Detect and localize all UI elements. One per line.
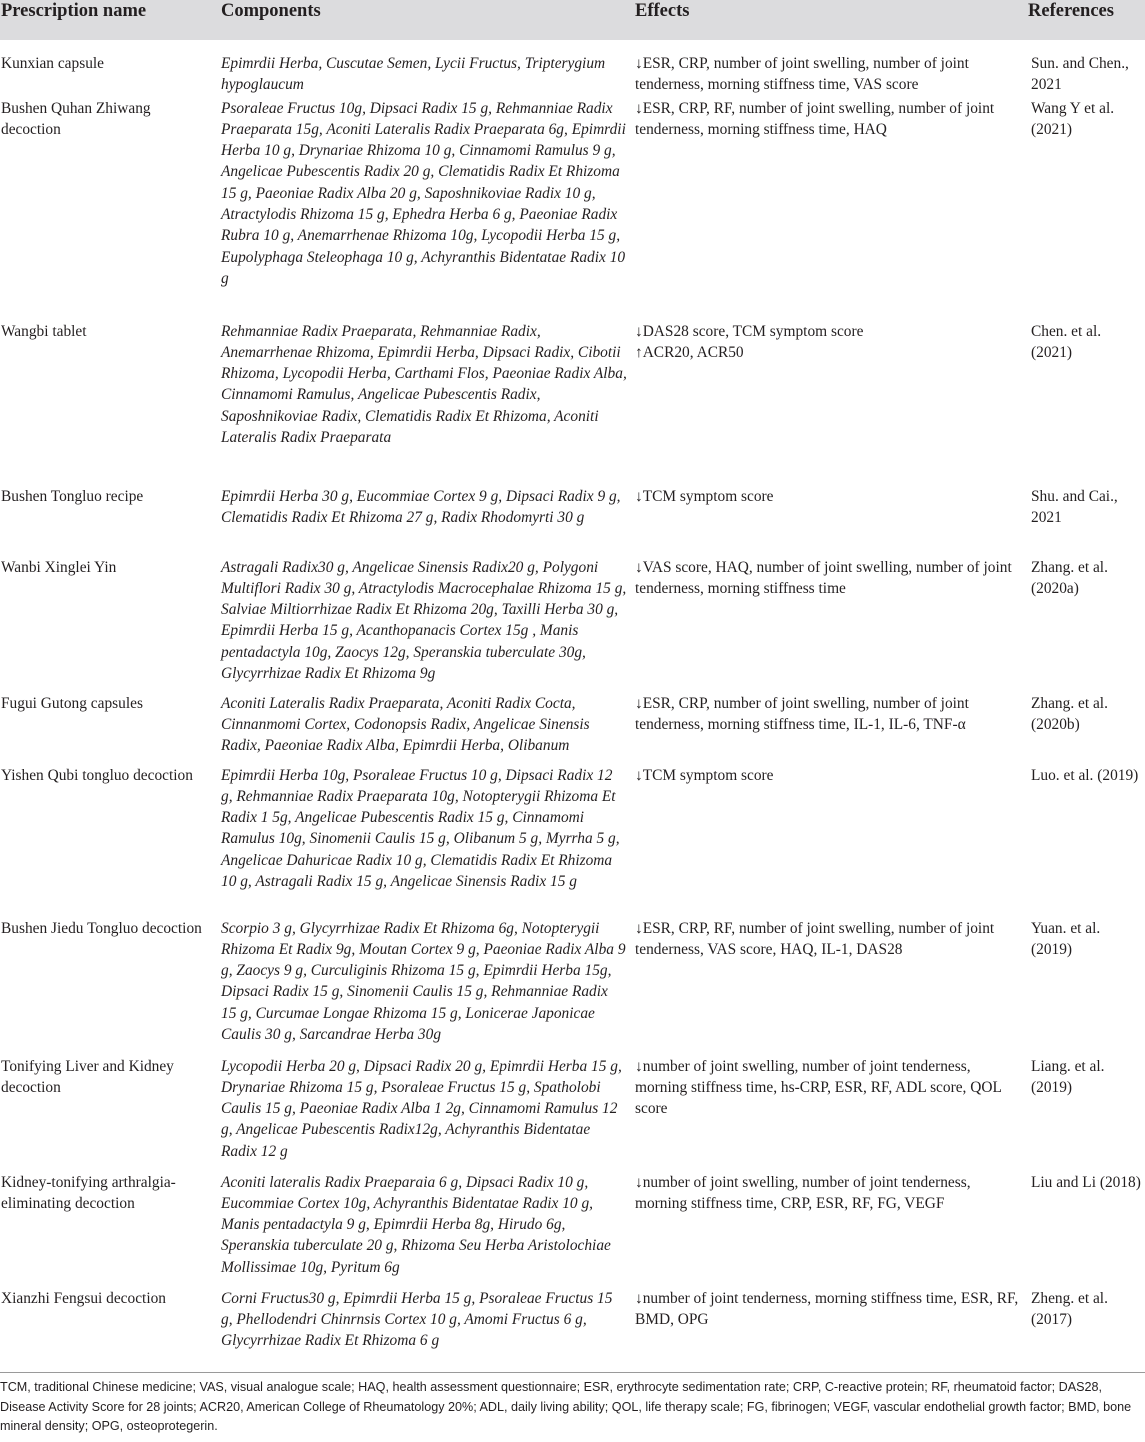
effects-cell: ↓DAS28 score, TCM symptom score ↑ACR20, ACR50 xyxy=(635,322,864,361)
reference-cell: Sun. and Chen., 2021 xyxy=(1031,55,1129,94)
prescription-name-cell: Wangbi tablet xyxy=(1,322,87,340)
effects-cell: ↓TCM symptom score xyxy=(635,766,774,784)
table-row xyxy=(0,1169,1145,1285)
column-header-effects: Effects xyxy=(635,0,1031,40)
reference-cell: Liu and Li (2018) xyxy=(1031,1173,1141,1191)
table-body xyxy=(0,40,1145,1360)
table-row xyxy=(0,690,1145,762)
effects-cell: ↓number of joint tenderness, morning stiffness time, ESR, RF, BMD, OPG xyxy=(635,1289,1019,1328)
prescription-name-cell: Wanbi Xinglei Yin xyxy=(1,558,117,576)
components-cell: Epimrdii Herba 10g, Psoraleae Fructus 10 g, Dipsaci Radix 12 g, Rehmanniae Radix Praeparata 10g, Notopterygii Rhizoma Et Radix 1 5g, Angelicae Pubescentis Radix 15 g, Cinnamomi Ramulus 10g, Sinomenii Caulis 15 g, Olibanum 5 g, Myrrha 5 g, Angelicae Dahuricae Radix 10 g, Clematidis Radix Et Rhizoma 10 g, Astragali Radix 15 g, Angelicae Sinensis Radix 15 g xyxy=(221,766,620,891)
prescription-name-cell: Bushen Quhan Zhiwang decoction xyxy=(1,99,151,138)
table-row xyxy=(0,554,1145,690)
table-footnote: TCM, traditional Chinese medicine; VAS, visual analogue scale; HAQ, health assessment questionnaire; ESR, erythrocyte sedimentation rate; CRP, C-reactive protein; RF, rheumatoid factor; DAS28, Disease Activity Score for 28 joints; ACR20, American College of Rheumatology 20%; ADL, daily living ability; QOL, life therapy scale; FG, fibrinogen; VEGF, vascular endothelial growth factor; BMD, bone mineral density; OPG, osteoprotegerin. xyxy=(0,1372,1145,1437)
prescription-name-cell: Kidney-tonifying arthralgia-eliminating decoction xyxy=(1,1173,176,1212)
components-cell: Rehmanniae Radix Praeparata, Rehmanniae Radix, Anemarrhenae Rhizoma, Epimrdii Herba, Dipsaci Radix, Cibotii Rhizoma, Lycopodii Herba, Carthami Flos, Paeoniae Radix Alba, Cinnamomi Ramulus, Angelicae Pubescentis Radix, Saposhnikoviae Radix, Clematidis Radix Et Rhizoma, Aconiti Lateralis Radix Praeparata xyxy=(221,322,627,447)
components-cell: Aconiti lateralis Radix Praeparaia 6 g, Dipsaci Radix 10 g, Eucommiae Cortex 10g, Achyranthis Bidentatae Radix 10 g, Manis pentadactyla 9 g, Epimrdii Herba 8g, Hirudo 6g, Speranskia tuberculate 20 g, Rhizoma Seu Herba Aristolochiae Mollissimae 10g, Pyritum 6g xyxy=(221,1173,611,1276)
components-cell: Astragali Radix30 g, Angelicae Sinensis Radix20 g, Polygoni Multiflori Radix 30 g, Atractylodis Macrocephalae Rhizoma 15 g, Salviae Miltiorrhizae Radix Et Rhizoma 20g, Taxilli Herba 30 g, Epimrdii Herba 15 g, Acanthopanacis Cortex 15g , Manis pentadactyla 10g, Zaocys 12g, Speranskia tuberculate 30g, Glycyrrhizae Radix Et Rhizoma 9g xyxy=(221,558,627,683)
table-row xyxy=(0,915,1145,1053)
prescription-name-cell: Xianzhi Fengsui decoction xyxy=(1,1289,166,1307)
header-row xyxy=(0,0,1145,40)
table-row xyxy=(0,96,1145,317)
column-header-components: Components xyxy=(221,0,635,40)
components-cell: Epimrdii Herba 30 g, Eucommiae Cortex 9 g, Dipsaci Radix 9 g, Clematidis Radix Et Rhizoma 27 g, Radix Rhodomyrti 30 g xyxy=(221,487,621,526)
reference-cell: Luo. et al. (2019) xyxy=(1031,766,1139,784)
prescription-name-cell: Tonifying Liver and Kidney decoction xyxy=(1,1057,174,1096)
prescription-name-cell: Bushen Tongluo recipe xyxy=(1,487,144,505)
table-row xyxy=(0,1285,1145,1360)
effects-cell: ↓VAS score, HAQ, number of joint swelling, number of joint tenderness, morning stiffness time xyxy=(635,558,1012,597)
table-header xyxy=(0,0,1145,40)
effects-cell: ↓ESR, CRP, RF, number of joint swelling, number of joint tenderness, VAS score, HAQ, IL-1, DAS28 xyxy=(635,919,995,958)
column-header-prescription-name: Prescription name xyxy=(0,0,221,40)
reference-cell: Chen. et al. (2021) xyxy=(1031,322,1102,361)
reference-cell: Wang Y et al. (2021) xyxy=(1031,99,1115,138)
reference-cell: Zhang. et al. (2020b) xyxy=(1031,694,1108,733)
table-row xyxy=(0,317,1145,482)
table-row xyxy=(0,482,1145,554)
reference-cell: Zhang. et al. (2020a) xyxy=(1031,558,1108,597)
table-row xyxy=(0,40,1145,96)
components-cell: Lycopodii Herba 20 g, Dipsaci Radix 20 g, Epimrdii Herba 15 g, Drynariae Rhizoma 15 g, Psoraleae Fructus 15 g, Spatholobi Caulis 15 g, Paeoniae Radix Alba 1 2g, Cinnamomi Ramulus 12 g, Angelicae Pubescentis Radix12g, Achyranthis Bidentatae Radix 12 g xyxy=(221,1057,622,1160)
effects-cell: ↓ESR, CRP, number of joint swelling, number of joint tenderness, morning stiffness time, VAS score xyxy=(635,55,969,94)
components-cell: Psoraleae Fructus 10g, Dipsaci Radix 15 g, Rehmanniae Radix Praeparata 15g, Aconiti Lateralis Radix Praeparata 6g, Epimrdii Herba 10 g, Drynariae Rhizoma 10 g, Cinnamomi Ramulus 9 g, Angelicae Pubescentis Radix 20 g, Clematidis Radix Et Rhizoma 15 g, Paeoniae Radix Alba 20 g, Saposhnikoviae Radix 10 g, Atractylodis Rhizoma 15 g, Ephedra Herba 6 g, Paeoniae Radix Rubra 10 g, Anemarrhenae Rhizoma 10g, Lycopodii Herba 15 g, Eupolyphaga Steleophaga 10 g, Achyranthis Bidentatae Radix 10 g xyxy=(221,99,626,287)
effects-cell: ↓number of joint swelling, number of joint tenderness, morning stiffness time, CRP, ESR, RF, FG, VEGF xyxy=(635,1173,971,1212)
prescription-name-cell: Yishen Qubi tongluo decoction xyxy=(1,766,193,784)
reference-cell: Zheng. et al. (2017) xyxy=(1031,1289,1108,1328)
table-row xyxy=(0,762,1145,915)
prescription-name-cell: Fugui Gutong capsules xyxy=(1,694,143,712)
effects-cell: ↓ESR, CRP, number of joint swelling, number of joint tenderness, morning stiffness time, IL-1, IL-6, TNF-α xyxy=(635,694,969,733)
reference-cell: Shu. and Cai., 2021 xyxy=(1031,487,1118,526)
prescription-name-cell: Kunxian capsule xyxy=(1,55,105,72)
components-cell: Aconiti Lateralis Radix Praeparata, Aconiti Radix Cocta, Cinnanmomi Cortex, Codonopsis Radix, Angelicae Sinensis Radix, Paeoniae Radix Alba, Epimrdii Herba, Olibanum xyxy=(221,694,590,755)
column-header-references: References xyxy=(1031,0,1145,40)
components-cell: Epimrdii Herba, Cuscutae Semen, Lycii Fructus, Tripterygium hypoglaucum xyxy=(221,55,606,94)
effects-cell: ↓number of joint swelling, number of joint tenderness, morning stiffness time, hs-CRP, ESR, RF, ADL score, QOL score xyxy=(635,1057,1002,1118)
components-cell: Corni Fructus30 g, Epimrdii Herba 15 g, Psoraleae Fructus 15 g, Phellodendri Chinrnsis Cortex 10 g, Amomi Fructus 6 g, Glycyrrhizae Radix Et Rhizoma 6 g xyxy=(221,1289,613,1350)
prescription-name-cell: Bushen Jiedu Tongluo decoction xyxy=(1,919,202,937)
effects-cell: ↓TCM symptom score xyxy=(635,487,774,505)
reference-cell: Yuan. et al. (2019) xyxy=(1031,919,1101,958)
table-row xyxy=(0,1053,1145,1169)
effects-cell: ↓ESR, CRP, RF, number of joint swelling, number of joint tenderness, morning stiffness time, HAQ xyxy=(635,99,995,138)
components-cell: Scorpio 3 g, Glycyrrhizae Radix Et Rhizoma 6g, Notopterygii Rhizoma Et Radix 9g, Moutan Cortex 9 g, Paeoniae Radix Alba 9 g, Zaocys 9 g, Curculiginis Rhizoma 15 g, Epimrdii Herba 15g, Dipsaci Radix 15 g, Sinomenii Caulis 15 g, Rehmanniae Radix 15 g, Curcumae Longae Rhizoma 15 g, Lonicerae Japonicae Caulis 30 g, Sarcandrae Herba 30g xyxy=(221,919,626,1044)
reference-cell: Liang. et al. (2019) xyxy=(1031,1057,1105,1096)
